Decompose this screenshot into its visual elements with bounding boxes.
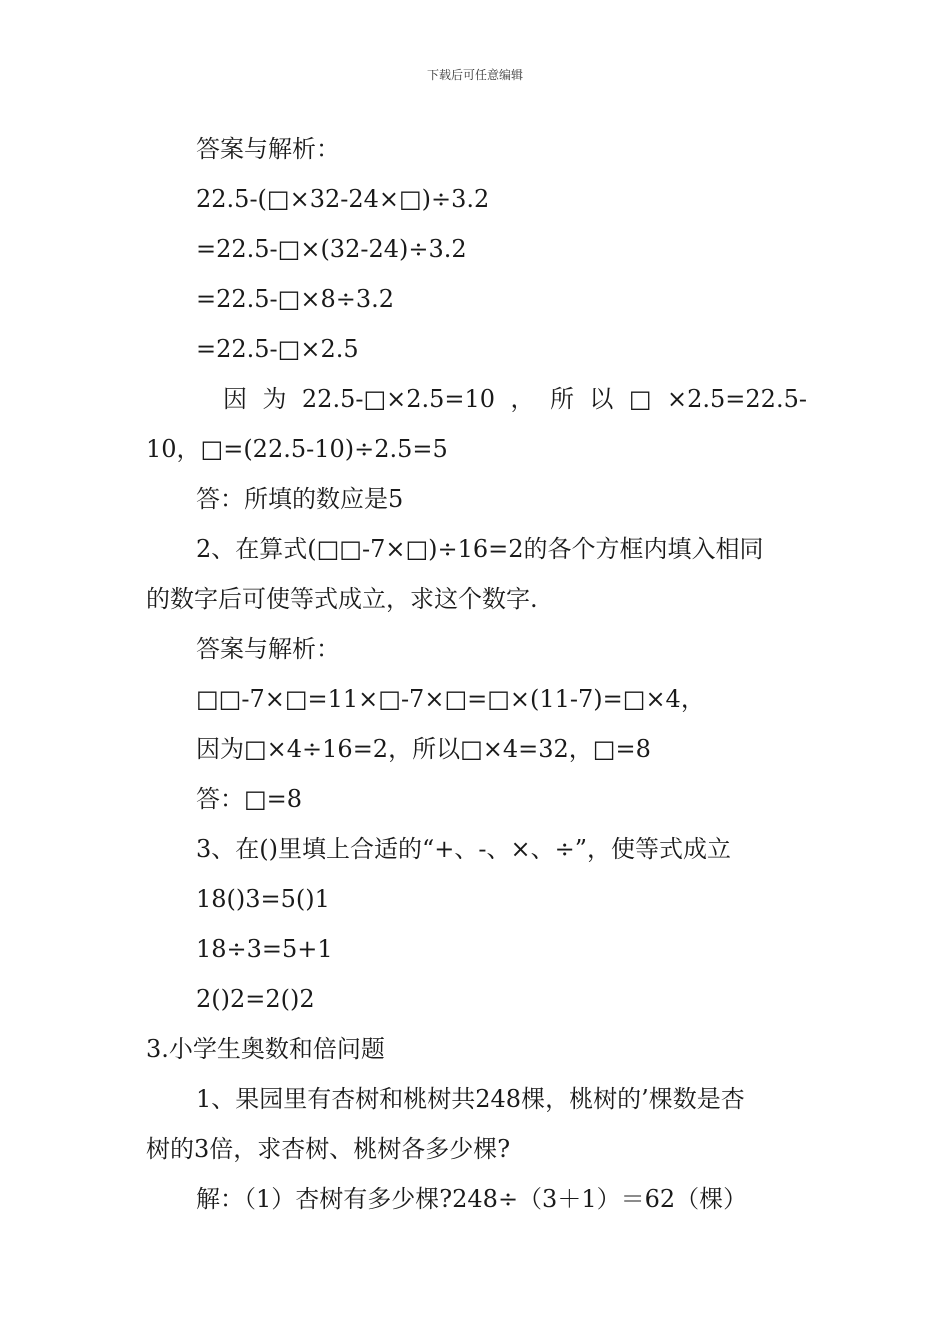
equation-line-3: =22.5-□×8÷3.2 — [196, 285, 394, 313]
answer-line-2: 答：□=8 — [196, 785, 303, 813]
because-part-1: 为 — [262, 385, 287, 413]
puzzle-line-1: 18()3=5()1 — [196, 885, 330, 913]
equation-line-1: 22.5-(□×32-24×□)÷3.2 — [196, 185, 490, 213]
question-2: 2、在算式(□□-7×□)÷16=2的各个方框内填入相同 — [196, 535, 764, 563]
because-part-3: ， — [510, 385, 535, 413]
answer-heading-2: 答案与解析： — [196, 635, 340, 663]
solution-step-1: 解：（1）杏树有多少棵?248÷（3＋1）＝62（棵） — [196, 1185, 748, 1213]
question-2-continued: 的数字后可使等式成立，求这个数字. — [146, 585, 538, 613]
solution-line-2: 因为□×4÷16=2，所以□×4=32，□=8 — [196, 735, 651, 763]
puzzle-line-2: 2()2=2()2 — [196, 985, 315, 1013]
equation-line-4: =22.5-□×2.5 — [196, 335, 359, 363]
because-part-4: 所 — [549, 385, 574, 413]
problem-1-continued: 树的3倍，求杏树、桃树各多少棵? — [146, 1135, 511, 1163]
solution-line-1: □□-7×□=11×□-7×□=□×(11-7)=□×4， — [196, 685, 705, 713]
because-part-0: 因 — [223, 385, 247, 413]
because-part-5: 以 — [589, 385, 614, 413]
puzzle-answer-1: 18÷3=5+1 — [196, 935, 333, 963]
because-line — [223, 384, 807, 414]
problem-1: 1、果园里有杏树和桃树共248棵，桃树的’棵数是杏 — [196, 1085, 745, 1113]
because-part-2: 22.5-□×2.5=10 — [301, 385, 496, 413]
page-header: 下载后可任意编辑 — [426, 68, 523, 82]
section-heading: 3.小学生奥数和倍问题 — [146, 1035, 385, 1063]
because-part-6: □ — [628, 385, 652, 413]
answer-line-1: 答：所填的数应是5 — [196, 485, 404, 513]
because-part-7: ×2.5=22.5- — [667, 385, 807, 413]
answer-heading-1: 答案与解析： — [196, 135, 340, 163]
because-line-continued: 10，□=(22.5-10)÷2.5=5 — [146, 435, 448, 463]
equation-line-2: =22.5-□×(32-24)÷3.2 — [196, 235, 467, 263]
question-3: 3、在()里填上合适的“+、-、×、÷”，使等式成立 — [196, 835, 731, 863]
